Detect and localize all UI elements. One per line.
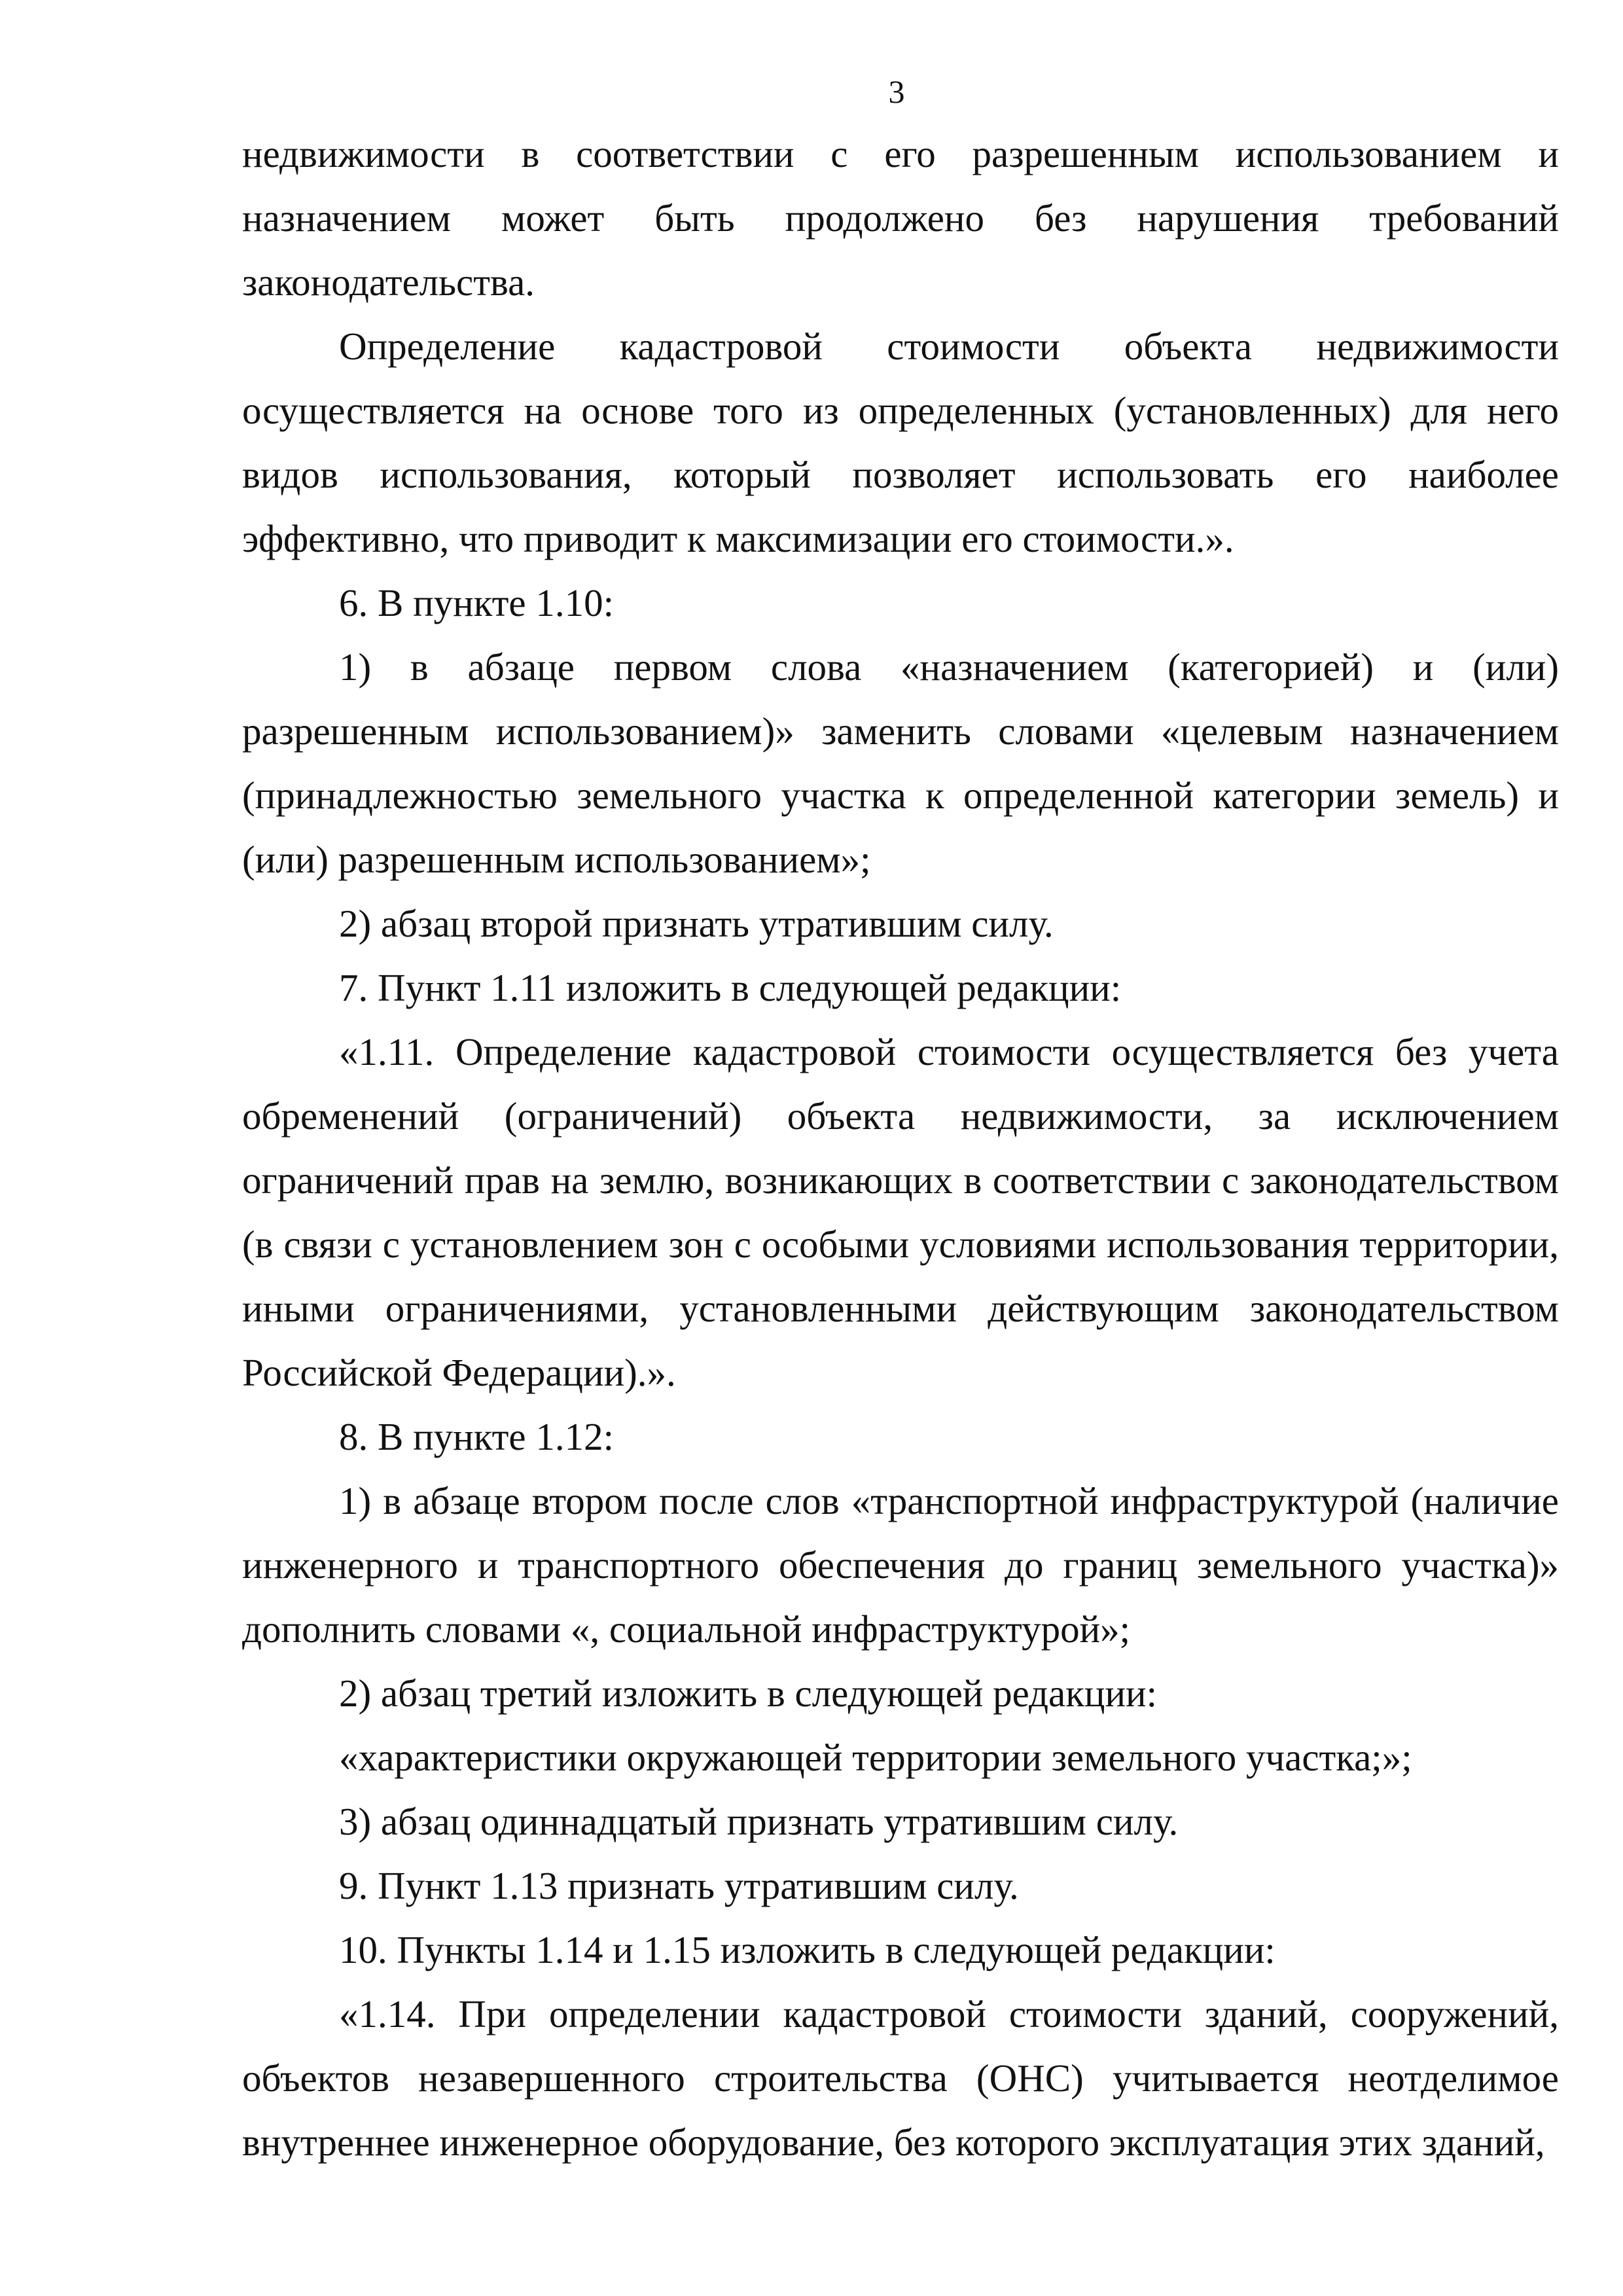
paragraph-item-10: 10. Пункты 1.14 и 1.15 изложить в следующей редакции: xyxy=(339,1928,1275,1971)
paragraph-item-6: 6. В пункте 1.10: xyxy=(339,581,615,624)
paragraph-item-8: 8. В пункте 1.12: xyxy=(339,1415,615,1458)
paragraph-item-8-1: 1) в абзаце втором после слов «транспортной инфраструктурой (наличие инженерного и транспортного обеспечения до границ земельного участка)» дополнить словами «, социальной инфраструктурой»; xyxy=(242,1479,1559,1651)
page-number: 3 xyxy=(888,73,905,110)
paragraph-item-8-2: 2) абзац третий изложить в следующей редакции: xyxy=(339,1672,1158,1715)
paragraph-item-7: 7. Пункт 1.11 изложить в следующей редакции: xyxy=(339,966,1122,1009)
paragraph-item-8-2-quote: «характеристики окружающей территории земельного участка;»; xyxy=(339,1736,1412,1779)
paragraph-item-1-11: «1.11. Определение кадастровой стоимости осуществляется без учета обременений (ограничений) объекта недвижимости, за исключением ограничений прав на землю, возникающих в соответствии с законодательством (в связи с установлением зон с особыми условиями использования территории, иными ограничениями, установленными действующим законодательством Российской Федерации).». xyxy=(242,1030,1559,1394)
paragraph-item-9: 9. Пункт 1.13 признать утратившим силу. xyxy=(339,1864,1019,1907)
paragraph-item-1-14: «1.14. При определении кадастровой стоимости зданий, сооружений, объектов незавершенного строительства (ОНС) учитывается неотделимое внутреннее инженерное оборудование, без которого эксплуатация этих зданий, xyxy=(242,1992,1559,2164)
paragraph-item-6-1: 1) в абзаце первом слова «назначением (категорией) и (или) разрешенным использованием)» заменить словами «целевым назначением (принадлежностью земельного участка к определенной категории земель) и (или) разрешенным использованием»; xyxy=(242,645,1559,881)
paragraph-cadastral-definition: Определение кадастровой стоимости объекта недвижимости осуществляется на основе того из определенных (установленных) для него видов использования, который позволяет использовать его наиболее эффективно, что приводит к максимизации его стоимости.». xyxy=(242,325,1559,560)
paragraph-item-6-2: 2) абзац второй признать утратившим силу. xyxy=(339,902,1054,945)
paragraph-item-8-3: 3) абзац одиннадцатый признать утратившим силу. xyxy=(339,1800,1179,1843)
document-body xyxy=(242,122,1559,2174)
paragraph-continuation: недвижимости в соответствии с его разрешенным использованием и назначением может быть продолжено без нарушения требований законодательства. xyxy=(242,132,1559,304)
